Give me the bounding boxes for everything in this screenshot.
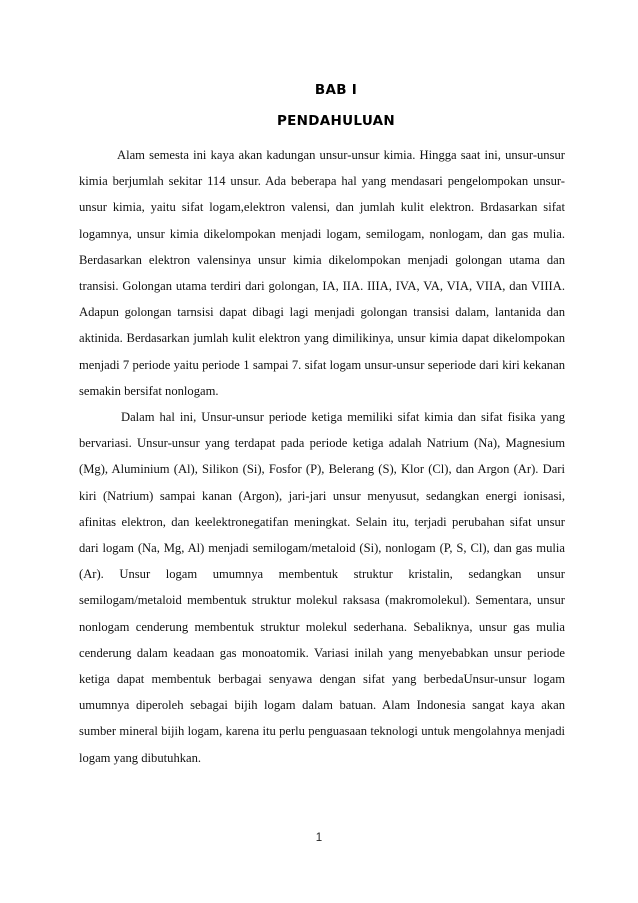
paragraph-2: Dalam hal ini, Unsur-unsur periode ketiga memiliki sifat kimia dan sifat fisika yang bervariasi. Unsur-unsur yang terdapat pada periode ketiga adalah Natrium (Na), Magnesium (Mg), Aluminium (Al), Silikon (Si), Fosfor (P), Belerang (S), Klor (Cl), dan Argon (Ar). Dari kiri (Natrium) sampai kanan (Argon), jari-jari unsur menyusut, sedangkan energi ionisasi, afinitas elektron, dan keelektronegatifan meningkat. Selain itu, terjadi perubahan sifat unsur dari logam (Na, Mg, Al) menjadi semilogam/metaloid (Si), nonlogam (P, S, Cl), dan gas mulia (Ar). Unsur logam umumnya membentuk struktur kristalin, sedangkan unsur semilogam/metaloid membentuk struktur molekul raksasa (makromolekul). Sementara, unsur nonlogam cenderung membentuk struktur molekul sederhana. Sebaliknya, unsur gas mulia cenderung dalam keadaan gas monoatomik. Variasi inilah yang menyebabkan unsur periode ketiga dapat membentuk berbagai senyawa dengan sifat yang berbedaUnsur-unsur logam umumnya diperoleh sebagai bijih logam dalam batuan. Alam Indonesia sangat kaya akan sumber mineral bijih logam, karena itu perlu penguasaan teknologi untuk mengolahnya menjadi logam yang dibutuhkan. (79, 410, 565, 765)
page-number: 1 (315, 832, 323, 844)
chapter-title: PENDAHULUAN (276, 113, 396, 129)
paragraph-1: Alam semesta ini kaya akan kadungan unsur-unsur kimia. Hingga saat ini, unsur-unsur kimia berjumlah sekitar 114 unsur. Ada beberapa hal yang mendasari pengelompokan unsur-unsur kimia, yaitu sifat logam,elektron valensi, dan jumlah kulit elektron. Brdasarkan sifat logamnya, unsur kimia dikelompokan menjadi logam, semilogam, nonlogam, dan gas mulia. Berdasarkan elektron valensinya unsur kimia dikelompokan menjadi golongan utama dan transisi. Golongan utama terdiri dari golongan, IA, IIA. IIIA, IVA, VA, VIA, VIIA, dan VIIIA. Adapun golongan tarnsisi dapat dibagi lagi menjadi golongan transisi dalam, lantanida dan aktinida. Berdasarkan jumlah kulit elektron yang dimilikinya, unsur kimia dapat dikelompokan menjadi 7 periode yaitu periode 1 sampai 7. sifat logam unsur-unsur seperiode dari kiri kekanan semakin bersifat nonlogam. (79, 148, 565, 398)
chapter-heading: BAB I (314, 82, 358, 98)
body-text (79, 142, 565, 771)
